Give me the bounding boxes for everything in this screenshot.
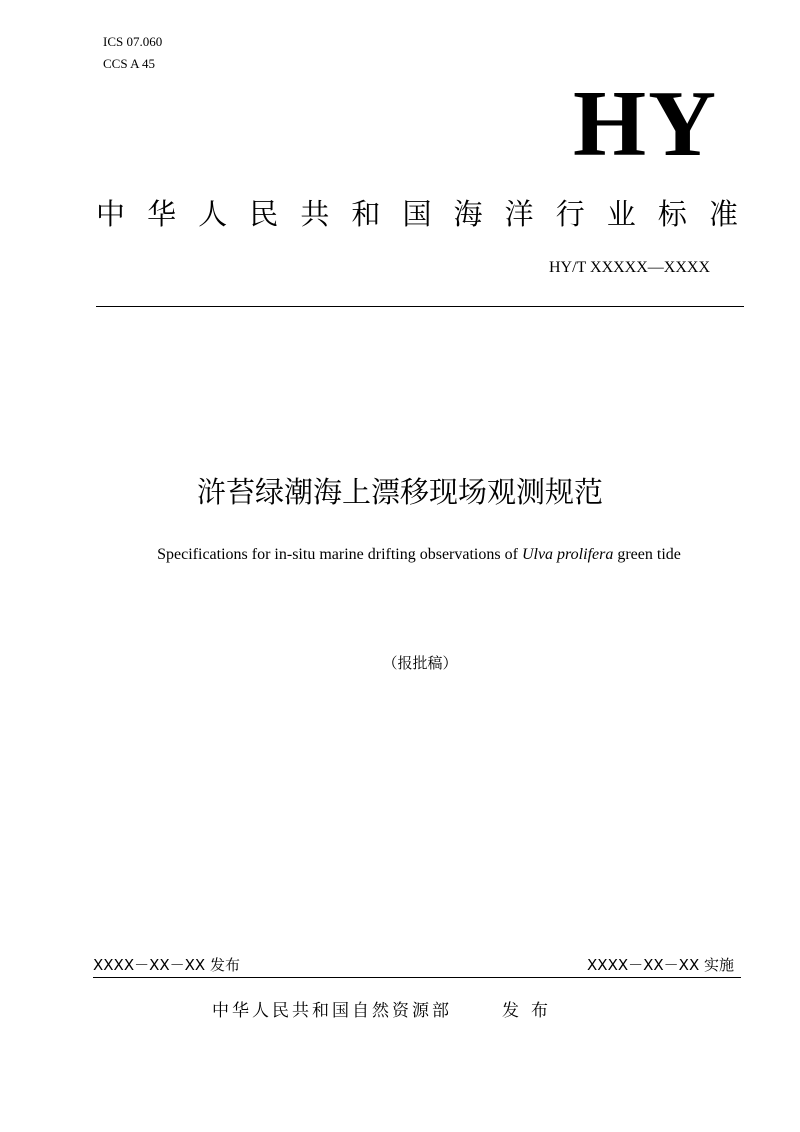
standard-type-char: 人 <box>198 197 228 231</box>
standard-type-char: 民 <box>249 197 279 231</box>
footer-divider <box>93 977 741 978</box>
ccs-code: CCS A 45 <box>103 56 156 71</box>
title-english-species: Ulva prolifera <box>521 546 614 563</box>
standard-type-char: 海 <box>453 197 483 231</box>
standard-type-char: 国 <box>402 197 432 231</box>
standard-type-char: 华 <box>147 197 177 231</box>
hy-logo: HY <box>573 72 718 176</box>
standard-type-char: 标 <box>657 197 687 231</box>
header-divider <box>96 306 744 307</box>
standard-type-char: 准 <box>708 197 738 231</box>
title-chinese: 浒苔绿潮海上漂移现场观测规范 <box>196 475 603 509</box>
ics-code: ICS 07.060 <box>103 34 163 49</box>
draft-status: （报批稿） <box>382 654 458 672</box>
document-number: HY/T XXXXX—XXXX <box>548 259 710 276</box>
standard-type-char: 洋 <box>504 197 534 231</box>
standard-type-heading <box>96 196 738 232</box>
standard-type-char: 和 <box>351 197 381 231</box>
publisher-name: 中华人民共和国自然资源部 <box>212 1001 452 1021</box>
standard-type-char: 共 <box>300 197 330 231</box>
publish-label: 发布 <box>502 1001 560 1021</box>
title-english-suffix: green tide <box>613 546 681 563</box>
standard-type-char: 中 <box>96 197 126 231</box>
title-english <box>0 545 800 565</box>
standard-type-char: 业 <box>606 197 636 231</box>
issue-date: XXXX－XX－XX 发布 <box>93 956 240 974</box>
implementation-date: XXXX－XX－XX 实施 <box>587 956 734 974</box>
standard-type-char: 行 <box>555 197 585 231</box>
title-english-prefix: Specifications for in-situ marine drifting observations of <box>157 546 522 563</box>
